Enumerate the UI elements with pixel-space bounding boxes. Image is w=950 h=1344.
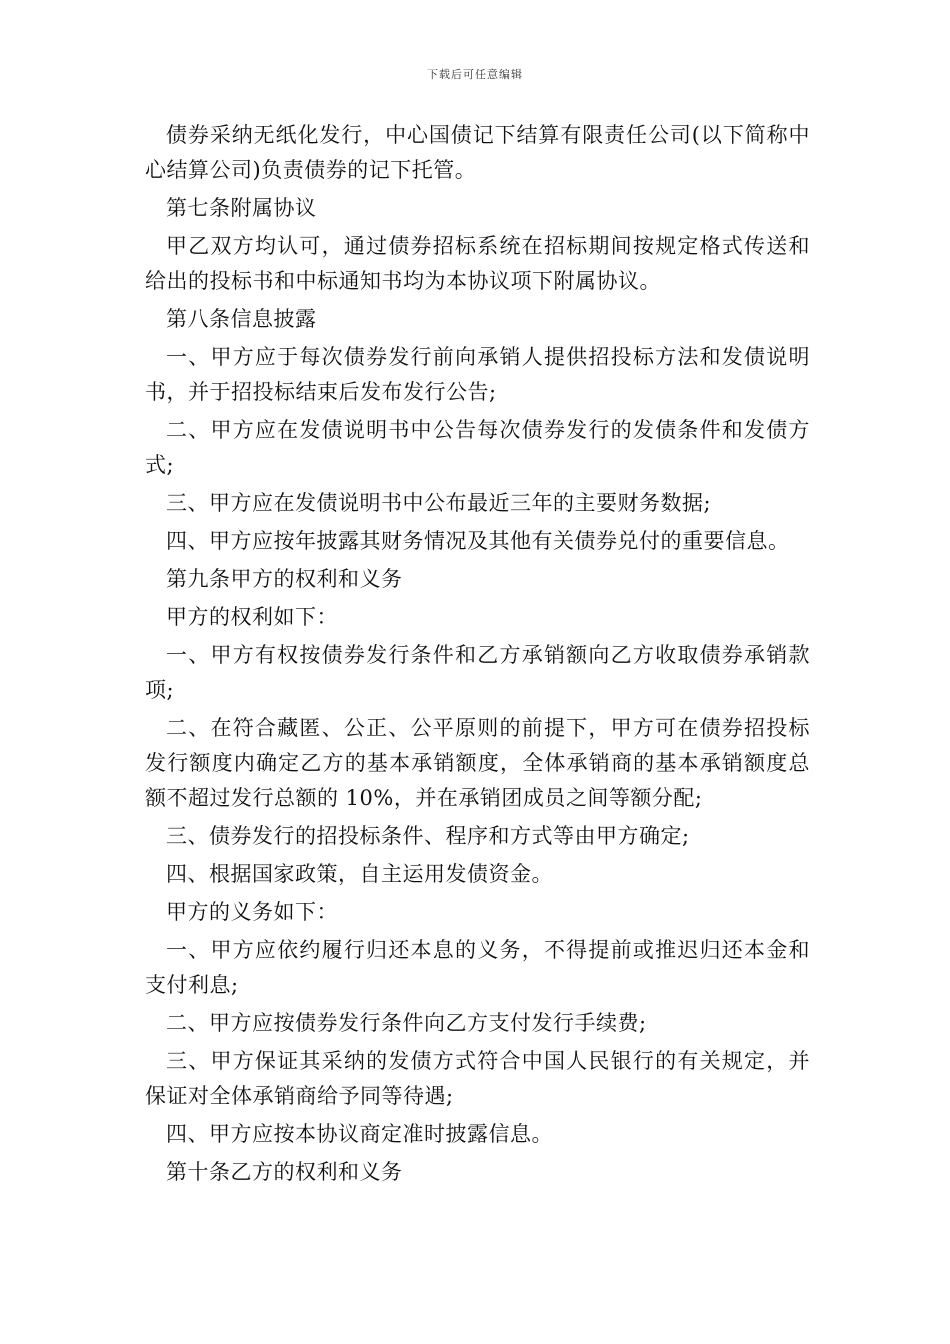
paragraph-obligations-4: 四、甲方应按本协议商定准时披露信息。 (166, 1122, 553, 1146)
article-8-heading: 第八条信息披露 (166, 307, 317, 331)
article-7-heading: 第七条附属协议 (166, 196, 317, 220)
article-9-heading: 第九条甲方的权利和义务 (166, 567, 403, 591)
paragraph-obligations-3: 三、甲方保证其采纳的发债方式符合中国人民银行的有关规定，并保证对全体承销商给予同等待遇; (145, 1049, 810, 1108)
paragraph-attached-agreement: 甲乙双方均认可，通过债券招标系统在招标期间按规定格式传送和给出的投标书和中标通知书均为本协议项下附属协议。 (145, 234, 810, 293)
article-10-heading: 第十条乙方的权利和义务 (166, 1160, 403, 1184)
paragraph-disclosure-2: 二、甲方应在发债说明书中公告每次债券发行的发债条件和发债方式; (145, 418, 810, 477)
paragraph-rights-2: 二、在符合藏匿、公正、公平原则的前提下，甲方可在债券招投标发行额度内确定乙方的基本承销额度，全体承销商的基本承销额度总额不超过发行总额的 10%，并在承销团成员之间等额分配; (145, 716, 810, 810)
paragraph-rights-3: 三、债券发行的招投标条件、程序和方式等由甲方确定; (166, 824, 690, 848)
paragraph-bond-custody: 债券采纳无纸化发行，中心国债记下结算有限责任公司(以下简称中心结算公司)负责债券的记下托管。 (145, 123, 810, 182)
party-a-obligations-heading: 甲方的义务如下： (166, 900, 338, 924)
document-body (145, 118, 810, 1190)
paragraph-obligations-1: 一、甲方应依约履行归还本息的义务，不得提前或推迟归还本金和支付利息; (145, 938, 810, 997)
page-header-note: 下载后可任意编辑 (427, 68, 523, 81)
paragraph-disclosure-3: 三、甲方应在发债说明书中公布最近三年的主要财务数据; (166, 491, 712, 515)
party-a-rights-heading: 甲方的权利如下： (166, 605, 338, 629)
paragraph-obligations-2: 二、甲方应按债券发行条件向乙方支付发行手续费; (166, 1011, 647, 1035)
paragraph-disclosure-4: 四、甲方应按年披露其财务情况及其他有关债券兑付的重要信息。 (166, 529, 790, 553)
paragraph-disclosure-1: 一、甲方应于每次债券发行前向承销人提供招投标方法和发债说明书，并于招投标结束后发布发行公告; (145, 345, 810, 404)
paragraph-rights-1: 一、甲方有权按债券发行条件和乙方承销额向乙方收取债券承销款项; (145, 643, 810, 702)
paragraph-rights-4: 四、根据国家政策，自主运用发债资金。 (166, 862, 553, 886)
